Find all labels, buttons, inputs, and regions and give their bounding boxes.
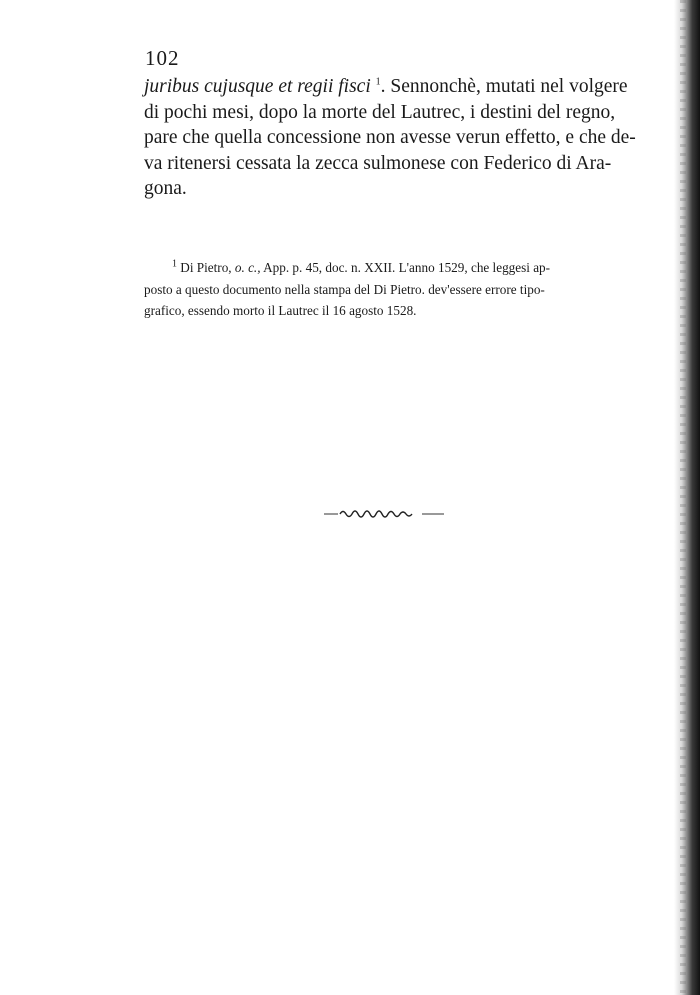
paragraph-line-5-text: gona. bbox=[144, 178, 187, 199]
footnote-marker: 1 bbox=[172, 258, 177, 270]
paragraph-line-3-text: pare che quella concessione non avesse verun effetto, e che de- bbox=[144, 127, 636, 148]
footnote-reference[interactable]: 1 bbox=[375, 76, 381, 88]
footnote-author: Di Pietro, bbox=[180, 260, 232, 275]
paragraph-line-3 bbox=[144, 125, 636, 151]
footnote-line-3-text: grafico, essendo morto il Lautrec il 16 agosto 1528. bbox=[144, 303, 417, 318]
paragraph-line-1-text bbox=[144, 74, 628, 100]
main-paragraph bbox=[144, 74, 636, 202]
page-edge-texture bbox=[680, 0, 686, 995]
paragraph-line-1-rest: . Sennonchè, mutati nel volgere bbox=[380, 76, 628, 97]
latin-phrase: juribus cujusque et regii fisci bbox=[144, 76, 371, 97]
footnote bbox=[144, 257, 612, 322]
footnote-line-1-text bbox=[172, 257, 550, 279]
page-edge-shadow bbox=[674, 0, 700, 995]
footnote-line-2-text: posto a questo documento nella stampa del Di Pietro. dev'essere errore tipo- bbox=[144, 281, 545, 297]
paragraph-line-5 bbox=[144, 176, 612, 202]
paragraph-line-1 bbox=[144, 74, 628, 100]
footnote-line-2 bbox=[144, 279, 612, 301]
paragraph-line-2-text: di pochi mesi, dopo la morte del Lautrec, i destini del regno, bbox=[144, 101, 616, 123]
paragraph-line-2 bbox=[144, 100, 616, 126]
paragraph-line-4-text: va ritenersi cessata la zecca sulmonese con Federico di Ara- bbox=[144, 152, 612, 174]
footnote-op-cit: o. c., bbox=[234, 260, 261, 275]
footnote-citation: App. p. 45, doc. n. XXII. L'anno 1529, che leggesi ap- bbox=[263, 260, 551, 275]
paragraph-line-4 bbox=[144, 151, 612, 177]
decorative-rule-icon bbox=[324, 503, 444, 523]
page-number: 102 bbox=[145, 46, 180, 70]
footnote-line-3 bbox=[144, 300, 612, 322]
footnote-line-1 bbox=[144, 257, 612, 279]
